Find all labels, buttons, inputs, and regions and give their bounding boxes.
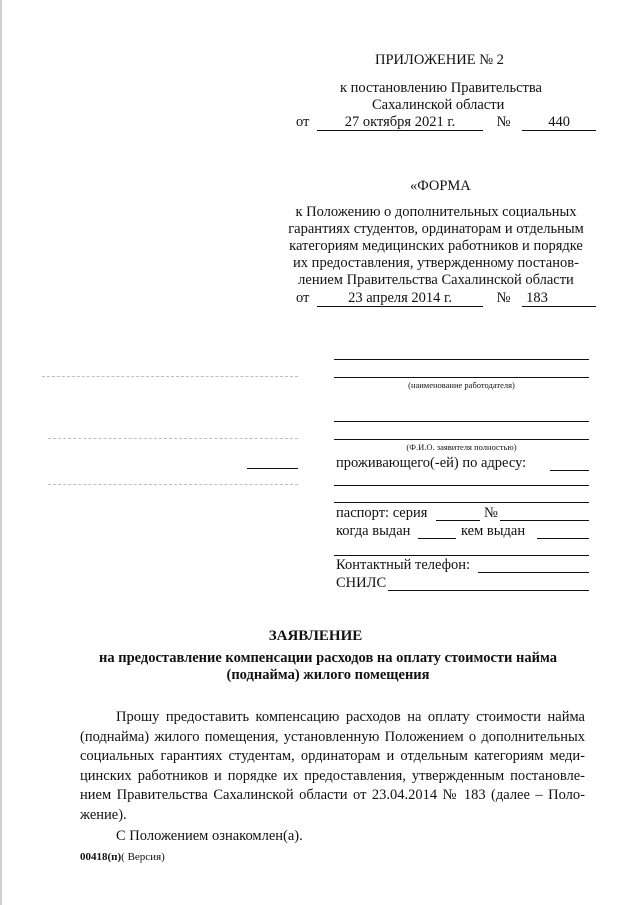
statement-subtitle-line-2: (поднайма) жилого помещения — [226, 667, 430, 683]
scan-mark — [48, 484, 298, 485]
appendix-number: 440 — [522, 115, 596, 131]
form-line-1: к Положению о дополнительных социальных — [295, 204, 577, 220]
issued-by-label: кем выдан — [461, 523, 526, 539]
form-number: 183 — [522, 291, 596, 307]
snils-label: СНИЛС — [336, 575, 387, 591]
footer — [80, 851, 165, 863]
appendix-date: 27 октября 2021 г. — [317, 115, 483, 131]
body-line-4: цинских работников и порядке их предоставления, утвержденным постановле- — [80, 767, 585, 784]
issued-by-field[interactable] — [537, 538, 589, 539]
form-line-2: гарантиях студентов, ординаторам и отдельным — [288, 221, 584, 237]
form-title: «ФОРМА — [410, 178, 471, 194]
address-field-3[interactable] — [334, 502, 589, 503]
passport-num-label: № — [484, 505, 498, 521]
body-line-1: Прошу предоставить компенсацию расходов на оплату стоимости найма — [116, 709, 585, 725]
appendix-line-1: к постановлению Правительства — [340, 80, 542, 96]
form-line-5: лением Правительства Сахалинской области — [298, 272, 574, 288]
scan-mark — [48, 438, 298, 439]
scan-mark — [42, 376, 298, 377]
employer-line-2 — [334, 377, 589, 378]
form-date: 23 апреля 2014 г. — [317, 291, 483, 307]
phone-label: Контактный телефон: — [336, 557, 471, 573]
passport-series-label: паспорт: серия — [336, 505, 428, 521]
passport-number-field[interactable] — [500, 520, 589, 521]
snils-field[interactable] — [388, 590, 589, 591]
page-edge — [0, 0, 2, 905]
fio-line-1 — [334, 421, 589, 422]
appendix-date-row — [296, 114, 596, 131]
phone-field[interactable] — [478, 572, 589, 573]
passport-series-field[interactable] — [436, 520, 480, 521]
appendix-from-label: от — [296, 114, 310, 130]
statement-subtitle-line-1: на предоставление компенсации расходов на оплату стоимости найма — [98, 650, 557, 666]
form-line-4: их предоставления, утвержденному постанов- — [293, 255, 579, 271]
address-field-1[interactable] — [550, 470, 589, 471]
form-line-3: категориям медицинских работников и порядке — [289, 238, 583, 254]
form-num-label: № — [496, 290, 511, 306]
appendix-title: ПРИЛОЖЕНИЕ № 2 — [375, 52, 504, 68]
employer-line-1 — [334, 359, 589, 360]
issued-when-label: когда выдан — [336, 523, 411, 539]
form-from-label: от — [296, 290, 310, 306]
appendix-line-2: Сахалинской области — [372, 97, 505, 113]
address-field-2[interactable] — [334, 485, 589, 486]
form-date-row — [296, 290, 596, 307]
form-description — [282, 204, 590, 289]
scan-mark-line — [247, 468, 298, 469]
address-label: проживающего(-ей) по адресу: — [336, 455, 527, 471]
body-line-3: социальных гарантиях студентам, ординаторам и отдельным категориям меди- — [80, 748, 585, 764]
issued-by-field-2[interactable] — [334, 555, 589, 556]
acknowledged-text: С Положением ознакомлен(а). — [116, 828, 303, 844]
body-line-6: жение). — [80, 806, 127, 823]
statement-body — [80, 708, 585, 825]
body-line-2: (поднайма) жилого помещения, установленную Положением о дополнительных — [80, 728, 585, 745]
statement-title: ЗАЯВЛЕНИЕ — [268, 628, 363, 644]
fio-line-2 — [334, 439, 589, 440]
employer-caption: (наименование работодателя) — [408, 380, 515, 390]
issued-when-field[interactable] — [418, 538, 456, 539]
statement-subtitle — [60, 650, 596, 684]
appendix-num-label: № — [496, 114, 511, 130]
form-version: ( Версия) — [121, 851, 165, 863]
body-line-5: нием Правительства Сахалинской области от 23.04.2014 № 183 (далее – Поло- — [80, 787, 585, 803]
form-code: 00418(п) — [80, 851, 122, 863]
fio-caption: (Ф.И.О. заявителя полностью) — [406, 442, 517, 452]
